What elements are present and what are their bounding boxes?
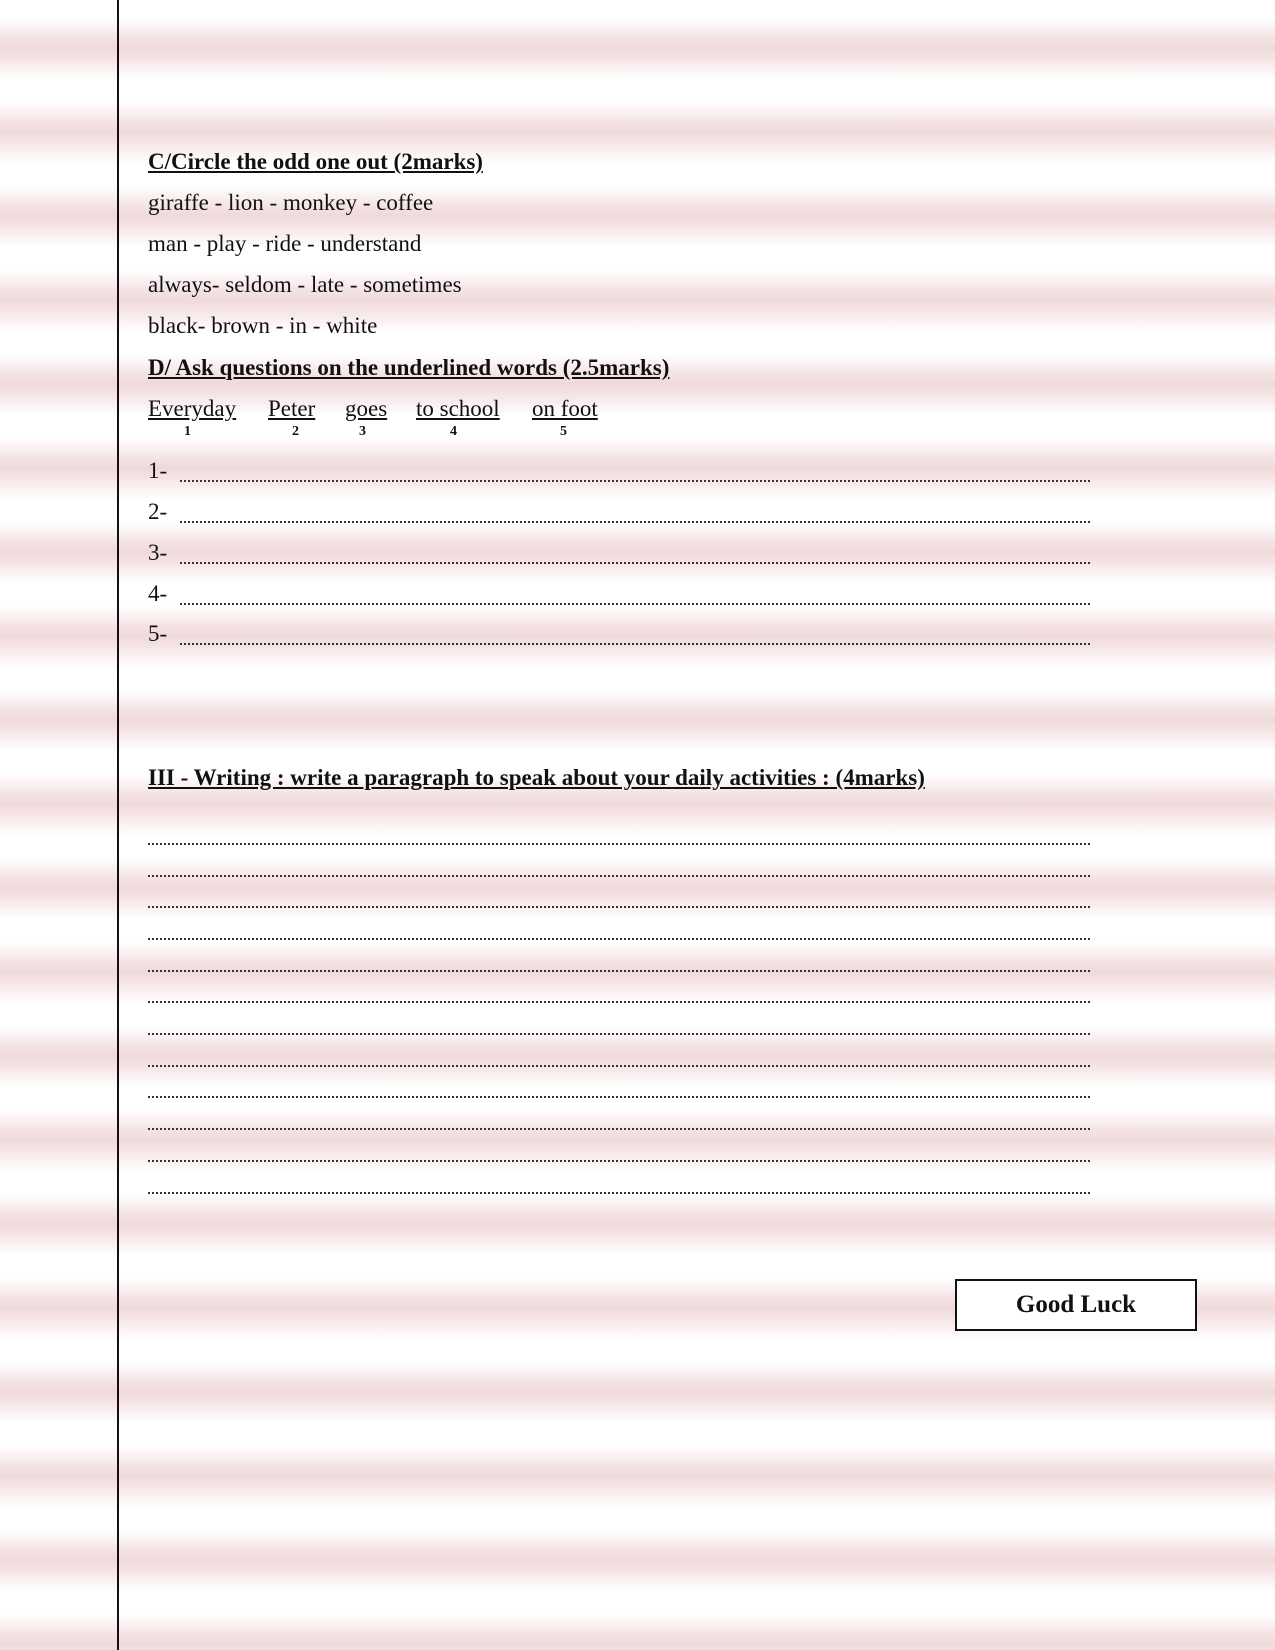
underlined-word-4: to school <box>416 396 500 421</box>
answer-label-3: 3- <box>148 540 168 565</box>
writing-line[interactable] <box>148 1192 1090 1194</box>
answer-line-2[interactable] <box>148 499 1090 525</box>
answer-label-1: 1- <box>148 458 168 483</box>
answer-dots-5 <box>180 643 1090 645</box>
answer-dots-4 <box>180 603 1090 605</box>
odd-one-out-line-3: always- seldom - late - sometimes <box>148 272 462 297</box>
writing-line[interactable] <box>148 906 1090 908</box>
word-number-4: 4 <box>450 424 457 439</box>
answer-dots-2 <box>180 521 1090 523</box>
answer-dots-3 <box>180 562 1090 564</box>
writing-line[interactable] <box>148 970 1090 972</box>
section-d-heading: D/ Ask questions on the underlined words (2.5marks) <box>148 355 670 380</box>
writing-line[interactable] <box>148 875 1090 877</box>
answer-dots-1 <box>180 480 1090 482</box>
good-luck-box: Good Luck <box>955 1279 1197 1331</box>
answer-label-4: 4- <box>148 581 168 606</box>
answer-line-5[interactable] <box>148 621 1090 647</box>
underlined-word-3: goes <box>345 396 388 421</box>
section-c-heading: C/Circle the odd one out (2marks) <box>148 149 483 174</box>
writing-line[interactable] <box>148 938 1090 940</box>
odd-one-out-line-1: giraffe - lion - monkey - coffee <box>148 190 434 215</box>
writing-heading: III - Writing : write a paragraph to speak about your daily activities : (4marks) <box>148 765 925 790</box>
answer-label-2: 2- <box>148 499 168 524</box>
underlined-word-5: on foot <box>532 396 598 421</box>
word-number-5: 5 <box>560 424 567 439</box>
writing-line[interactable] <box>148 1160 1090 1162</box>
underlined-word-2: Peter <box>268 396 316 421</box>
writing-line[interactable] <box>148 843 1090 845</box>
answer-label-5: 5- <box>148 621 168 646</box>
writing-line[interactable] <box>148 1001 1090 1003</box>
answer-line-1[interactable] <box>148 458 1090 484</box>
odd-one-out-line-4: black- brown - in - white <box>148 313 378 338</box>
odd-one-out-line-2: man - play - ride - understand <box>148 231 422 256</box>
word-number-1: 1 <box>184 424 191 439</box>
margin-line <box>117 0 119 1650</box>
word-number-2: 2 <box>292 424 299 439</box>
writing-line[interactable] <box>148 1096 1090 1098</box>
answer-line-4[interactable] <box>148 581 1090 607</box>
answer-line-3[interactable] <box>148 540 1090 566</box>
writing-line[interactable] <box>148 1065 1090 1067</box>
writing-line[interactable] <box>148 1128 1090 1130</box>
word-number-3: 3 <box>359 424 366 439</box>
writing-line[interactable] <box>148 1033 1090 1035</box>
underlined-word-1: Everyday <box>148 396 237 421</box>
